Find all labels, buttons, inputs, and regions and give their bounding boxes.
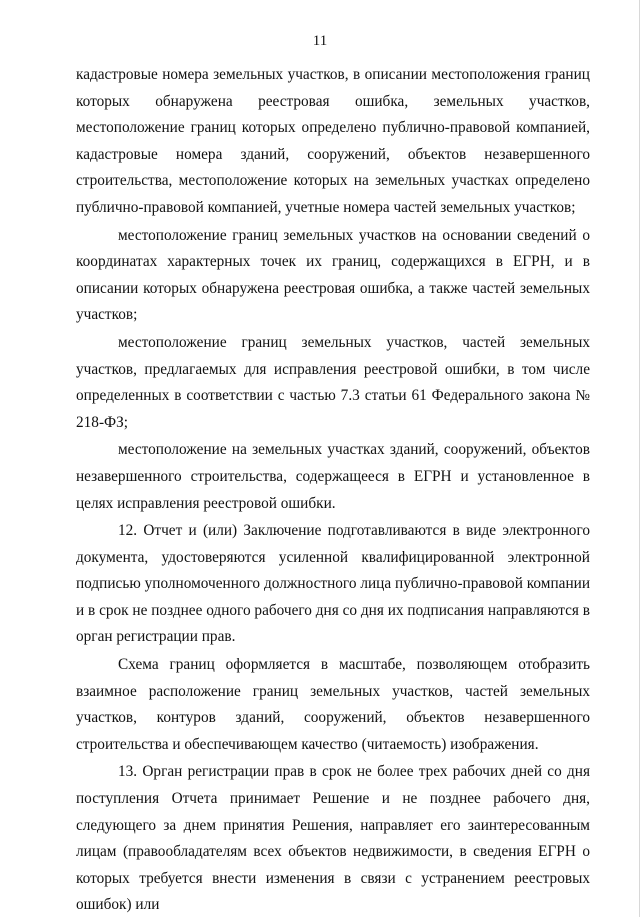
paragraph-scheme: Схема границ оформляется в масштабе, позволяющем отобразить взаимное расположение границ земельных участков, частей земельных участков, контуров зданий, сооружений, объектов незавершенного строительства и обеспечивающем качество (читаемость) изображения. [76,656,590,753]
paragraph-proposed-boundaries: местоположение границ земельных участков, частей земельных участков, предлагаемых для исправления реестровой ошибки, в том числе определенных в соответствии с частью 7.3 статьи 61 Федерального закона № 218-ФЗ; [76,333,590,431]
paragraph-item-12: 12. Отчет и (или) Заключение подготавливаются в виде электронного документа, удостоверяются усиленной квалифицированной электронной подписью уполномоченного должностного лица публично-правовой компании и в срок не позднее одного рабочего дня со дня их подписания направляются в орган регистрации прав. [76,522,590,646]
paragraph-boundaries-location: местоположение границ земельных участков на основании сведений о координатах характерных точек их границ, содержащихся в ЕГРН, и в описании которых обнаружена реестровая ошибка, а также частей земельных участков; [76,226,590,324]
paragraph-item-13: 13. Орган регистрации прав в срок не более трех рабочих дней со дня поступления Отчета принимает Решение и не позднее рабочего дня, следующего за днем принятия Решения, направляет его заинтересованным лицам (правообладателям всех объектов недвижимости, в сведения ЕГРН о которых требуется внести изменения в связи с устранением реестровых ошибок) или [76,763,590,914]
paragraph-buildings-location: местоположение на земельных участках зданий, сооружений, объектов незавершенного строительства, содержащееся в ЕГРН и установленное в целях исправления реестровой ошибки. [76,441,590,512]
page-number: 11 [312,33,328,49]
document-body [76,62,590,919]
paragraph-cadastral-numbers: кадастровые номера земельных участков, в описании местоположения границ которых обнаружена реестровая ошибка, земельных участков, местоположение границ которых определено публично-правовой компанией, кадастровые номера зданий, сооружений, объектов незавершенного строительства, местоположение которых на земельных участках определено публично-правовой компанией, учетные номера частей земельных участков; [76,66,590,216]
